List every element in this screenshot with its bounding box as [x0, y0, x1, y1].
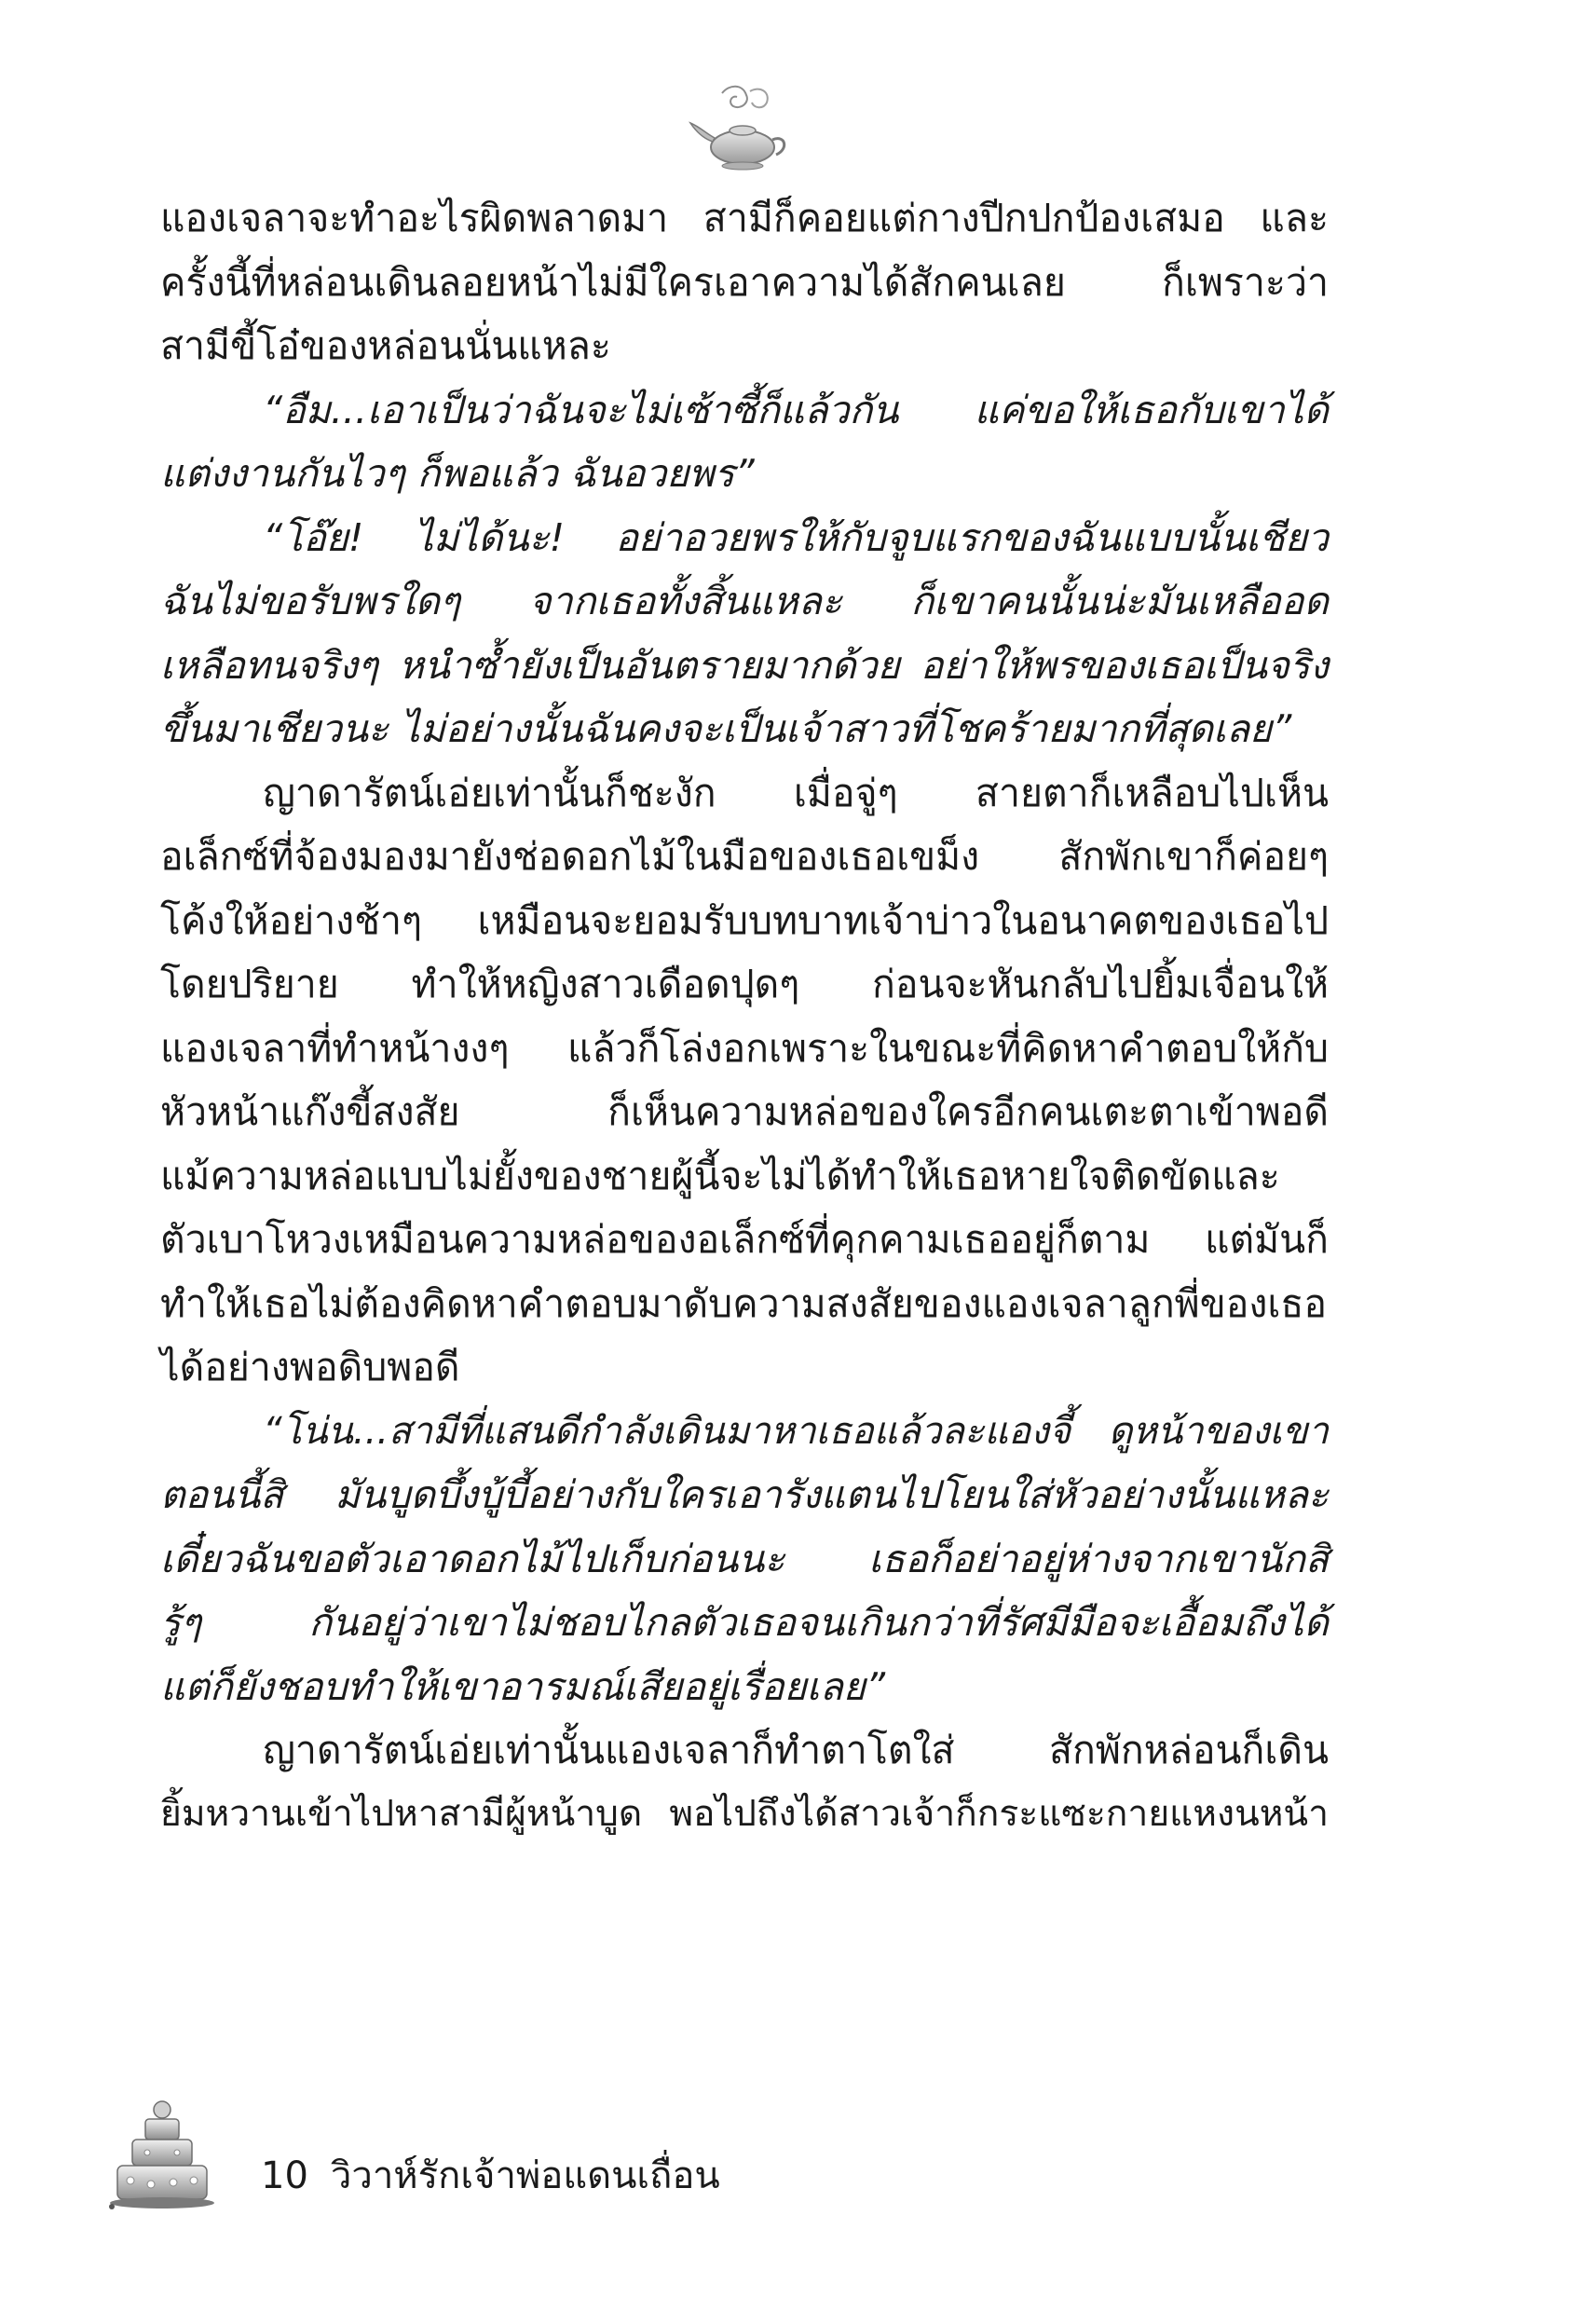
text-line: ญาดารัตน์เอ่ยเท่านั้นก็ชะงัก เมื่อจู่ๆ สายตาก็เหลือบไปเห็น	[263, 770, 1329, 815]
text-line: โค้งให้อย่างช้าๆ เหมือนจะยอมรับบทบาทเจ้าบ่าวในอนาคตของเธอไป	[160, 897, 1329, 943]
text-line: “โอ๊ย! ไม่ได้นะ! อย่าอวยพรให้กับจูบแรกของฉันแบบนั้นเชียว	[263, 514, 1329, 560]
text-line: ฉันไม่ขอรับพรใดๆ จากเธอทั้งสิ้นแหละ ก็เขาคนนั้นน่ะมันเหลืออด	[160, 579, 1329, 623]
wedding-cake-icon	[102, 2097, 224, 2218]
book-title: วิวาห์รักเจ้าพ่อแดนเถื่อน	[330, 2154, 720, 2197]
text-line: ได้อย่างพอดิบพอดี	[160, 1345, 460, 1389]
text-line: “อืม...เอาเป็นว่าฉันจะไม่เซ้าซี้ก็แล้วกัน แค่ขอให้เธอกับเขาได้	[263, 387, 1329, 432]
text-line: ตัวเบาโหวงเหมือนความหล่อของอเล็กซ์ที่คุกคามเธออยู่ก็ตาม แต่มันก็	[160, 1217, 1329, 1262]
teapot-icon	[685, 82, 797, 175]
text-line: โดยปริยาย ทำให้หญิงสาวเดือดปุดๆ ก่อนจะหันกลับไปยิ้มเจื่อนให้	[160, 962, 1329, 1006]
text-line: หัวหน้าแก๊งขี้สงสัย ก็เห็นความหล่อของใครอีกคนเตะตาเข้าพอดี	[160, 1089, 1329, 1134]
text-line: เดี๋ยวฉันขอตัวเอาดอกไม้ไปเก็บก่อนนะ เธอก็อย่าอยู่ห่างจากเขานักสิ	[160, 1536, 1329, 1581]
body-text	[160, 186, 1329, 1846]
text-line: แต่ก็ยังชอบทำให้เขาอารมณ์เสียอยู่เรื่อยเลย”	[160, 1663, 886, 1709]
text-line: แองเจลาที่ทำหน้างงๆ แล้วก็โล่งอกเพราะในขณะที่คิดหาคำตอบให้กับ	[160, 1025, 1329, 1071]
text-line: ครั้งนี้ที่หล่อนเดินลอยหน้าไม่มีใครเอาความได้สักคนเลย ก็เพราะว่า	[160, 259, 1329, 305]
page-number: 10	[261, 2154, 308, 2197]
text-line: อเล็กซ์ที่จ้องมองมายังช่อดอกไม้ในมือของเธอเขม็ง สักพักเขาก็ค่อยๆ	[160, 834, 1329, 879]
text-line: สามีขี้โอ๋ของหล่อนนั่นแหละ	[160, 323, 611, 368]
page-footer	[261, 2153, 720, 2199]
text-line: แต่งงานกันไวๆ ก็พอแล้ว ฉันอวยพร”	[160, 451, 755, 496]
text-line: ทำให้เธอไม่ต้องคิดหาคำตอบมาดับความสงสัยของแองเจลาลูกพี่ของเธอ	[160, 1280, 1328, 1326]
text-line: ตอนนี้สิ มันบูดบึ้งบู้บี้อย่างกับใครเอารังแตนไปโยนใส่หัวอย่างนั้นแหละ	[160, 1472, 1329, 1517]
text-line: แองเจลาจะทำอะไรผิดพลาดมา สามีก็คอยแต่กางปีกปกป้องเสมอ และ	[160, 196, 1329, 240]
text-line: รู้ๆ กันอยู่ว่าเขาไม่ชอบไกลตัวเธอจนเกินกว่าที่รัศมีมือจะเอื้อมถึงได้	[160, 1600, 1329, 1645]
text-line: ยิ้มหวานเข้าไปหาสามีผู้หน้าบูด พอไปถึงได้สาวเจ้าก็กระแซะกายแหงนหน้า	[160, 1792, 1329, 1835]
text-line: “โน่น...สามีที่แสนดีกำลังเดินมาหาเธอแล้วละแองจี้ ดูหน้าของเขา	[263, 1409, 1329, 1453]
text-line: ขึ้นมาเชียวนะ ไม่อย่างนั้นฉันคงจะเป็นเจ้าสาวที่โชคร้ายมากที่สุดเลย”	[160, 706, 1292, 751]
text-line: แม้ความหล่อแบบไม่ยั้งของชายผู้นี้จะไม่ได้ทำให้เธอหายใจติดขัดและ	[160, 1153, 1280, 1198]
text-line: เหลือทนจริงๆ หนำซ้ำยังเป็นอันตรายมากด้วย อย่าให้พรของเธอเป็นจริง	[160, 642, 1329, 688]
text-line: ญาดารัตน์เอ่ยเท่านั้นแองเจลาก็ทำตาโตใส่ สักพักหล่อนก็เดิน	[263, 1728, 1329, 1772]
